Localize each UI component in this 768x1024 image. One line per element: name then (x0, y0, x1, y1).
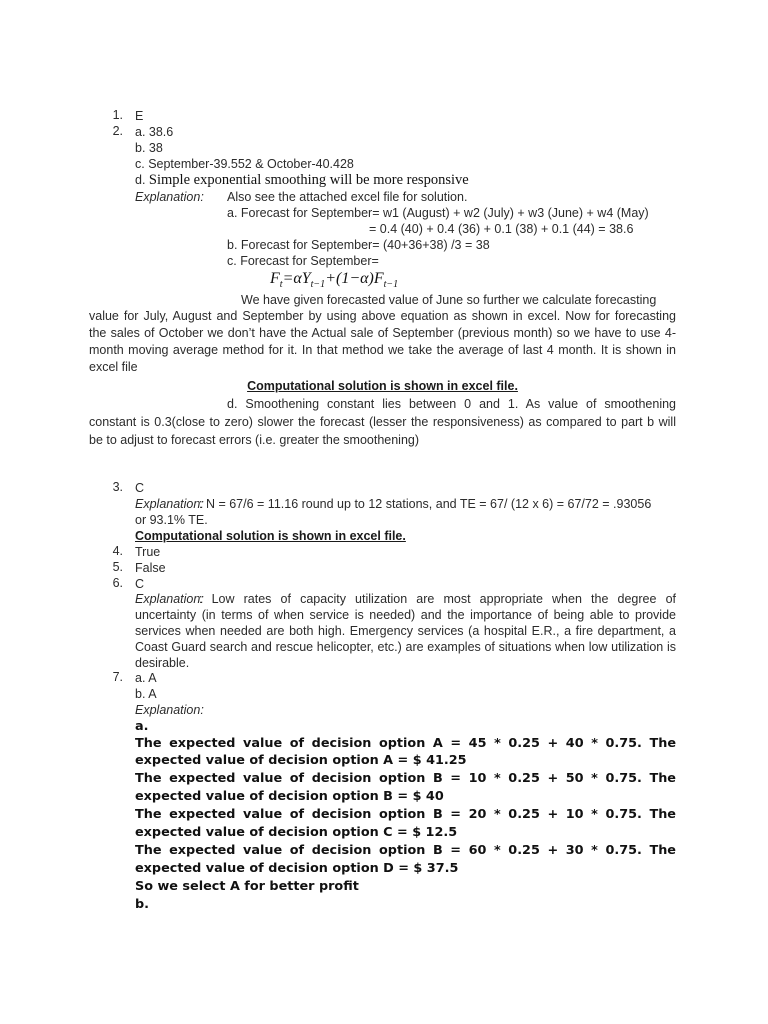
expected-value-line-2: expected value of decision option A = $ 41.25 (135, 753, 467, 768)
expected-value-line-1: The expected value of decision option A = 45 * 0.25 + 40 * 0.75. The (135, 736, 676, 751)
answer-6-line-1: : Low rates of capacity utilization are most appropriate when the degree of (199, 592, 676, 606)
answer-2b: b. 38 (135, 141, 163, 155)
paragraph-1-line-5: excel file (89, 360, 138, 374)
answer-3-explanation-line-2: or 93.1% TE. (135, 513, 208, 527)
paragraph-2-line-3: be to adjust to forecast errors (i.e. greater the smoothening) (89, 433, 420, 447)
answer-4: True (135, 545, 161, 559)
item-number-5: 5. (112, 560, 123, 574)
explanation-b: b. Forecast for September= (40+36+38) /3 = 38 (227, 238, 490, 252)
paragraph-1-line-3: the sales of October we don’t have the Actual sale of September (previous month) so we have to use 4- (89, 326, 676, 340)
answer-5: False (135, 561, 166, 575)
answer-2a: a. 38.6 (135, 125, 174, 139)
answer-7b: b. A (135, 687, 157, 701)
answer-3-explanation-label: Explanation: (135, 497, 204, 511)
paragraph-2-line-1: d. Smoothening constant lies between 0 and 1. As value of smoothening (227, 397, 676, 411)
bold-part-b: b. (135, 897, 150, 912)
answer-3-explanation-line-1 (135, 496, 204, 512)
expected-value-line-5: The expected value of decision option B = 20 * 0.25 + 10 * 0.75. The (135, 807, 676, 822)
expected-value-line-4: expected value of decision option B = $ 40 (135, 789, 444, 804)
answer-6: C (135, 577, 145, 591)
paragraph-1-line-4: month moving average method for it. In that method we take the average of last 4 month. It is shown in (89, 343, 676, 357)
answer-6-explanation-label: Explanation: (135, 592, 204, 606)
expected-value-line-3: The expected value of decision option B = 10 * 0.25 + 50 * 0.75. The (135, 771, 676, 786)
item-number-1: 1. (112, 108, 123, 122)
answer-6-line-4: Coast Guard search and rescue helicopter, etc.) are examples of situations when low utilization is (135, 640, 676, 654)
expected-value-line-8: expected value of decision option D = $ 37.5 (135, 861, 459, 876)
bold-part-a: a. (135, 719, 149, 734)
paragraph-2-line-2: constant is 0.3(close to zero) slower the forecast (lesser the responsiveness) as compared to part b will (89, 415, 676, 429)
answer-6-line-2: uncertainty (in terms of when service is needed) and the importance of being able to provide (135, 608, 676, 622)
item-number-2: 2. (112, 124, 123, 138)
explanation-a-line-2: = 0.4 (40) + 0.4 (36) + 0.1 (38) + 0.1 (44) = 38.6 (369, 222, 634, 236)
answer-7a: a. A (135, 671, 157, 685)
answer-6-line-3: services when needed are both high. Emergency services (a hospital E.R., a fire department, a (135, 624, 676, 638)
explanation-c: c. Forecast for September= (227, 254, 379, 268)
paragraph-1-line-1: We have given forecasted value of June so further we calculate forecasting (241, 293, 657, 307)
paragraph-1-line-2: value for July, August and September by using above equation as shown in excel. Now for forecasting (89, 309, 676, 323)
exponential-smoothing-formula: $F_t=\alpha Y_{t-1}+(1-\alpha)F_{t-1}$ (270, 270, 399, 291)
item-number-6: 6. (112, 576, 123, 590)
answer-3: C (135, 481, 145, 495)
item-number-4: 4. (112, 544, 123, 558)
answer-7-explanation-label: Explanation: (135, 703, 204, 717)
explanation-label: Explanation: (135, 190, 204, 204)
answer-2d-text: Simple exponential smoothing will be more responsive (148, 172, 469, 188)
answer-3-explanation-text: : N = 67/6 = 11.16 round up to 12 stations, and TE = 67/ (12 x 6) = 67/72 = .93056 (199, 497, 652, 511)
expected-value-line-7: The expected value of decision option B = 60 * 0.25 + 30 * 0.75. The (135, 843, 676, 858)
answer-2d (135, 172, 469, 188)
explanation-line-1: Also see the attached excel file for solution. (227, 190, 468, 204)
item-number-7: 7. (112, 670, 123, 684)
conclusion-line: So we select A for better profit (135, 879, 359, 894)
item-number-3: 3. (112, 480, 123, 494)
answer-2d-prefix: d. (135, 173, 146, 187)
expected-value-line-6: expected value of decision option C = $ 12.5 (135, 825, 458, 840)
explanation-a-line-1: a. Forecast for September= w1 (August) + w2 (July) + w3 (June) + w4 (May) (227, 206, 649, 220)
answer-1: E (135, 109, 144, 123)
computational-note-2: Computational solution is shown in excel file. (135, 529, 406, 543)
computational-note-1: Computational solution is shown in excel file. (247, 379, 518, 393)
answer-2c: c. September-39.552 & October-40.428 (135, 157, 354, 171)
answer-6-line-5: desirable. (135, 656, 190, 670)
